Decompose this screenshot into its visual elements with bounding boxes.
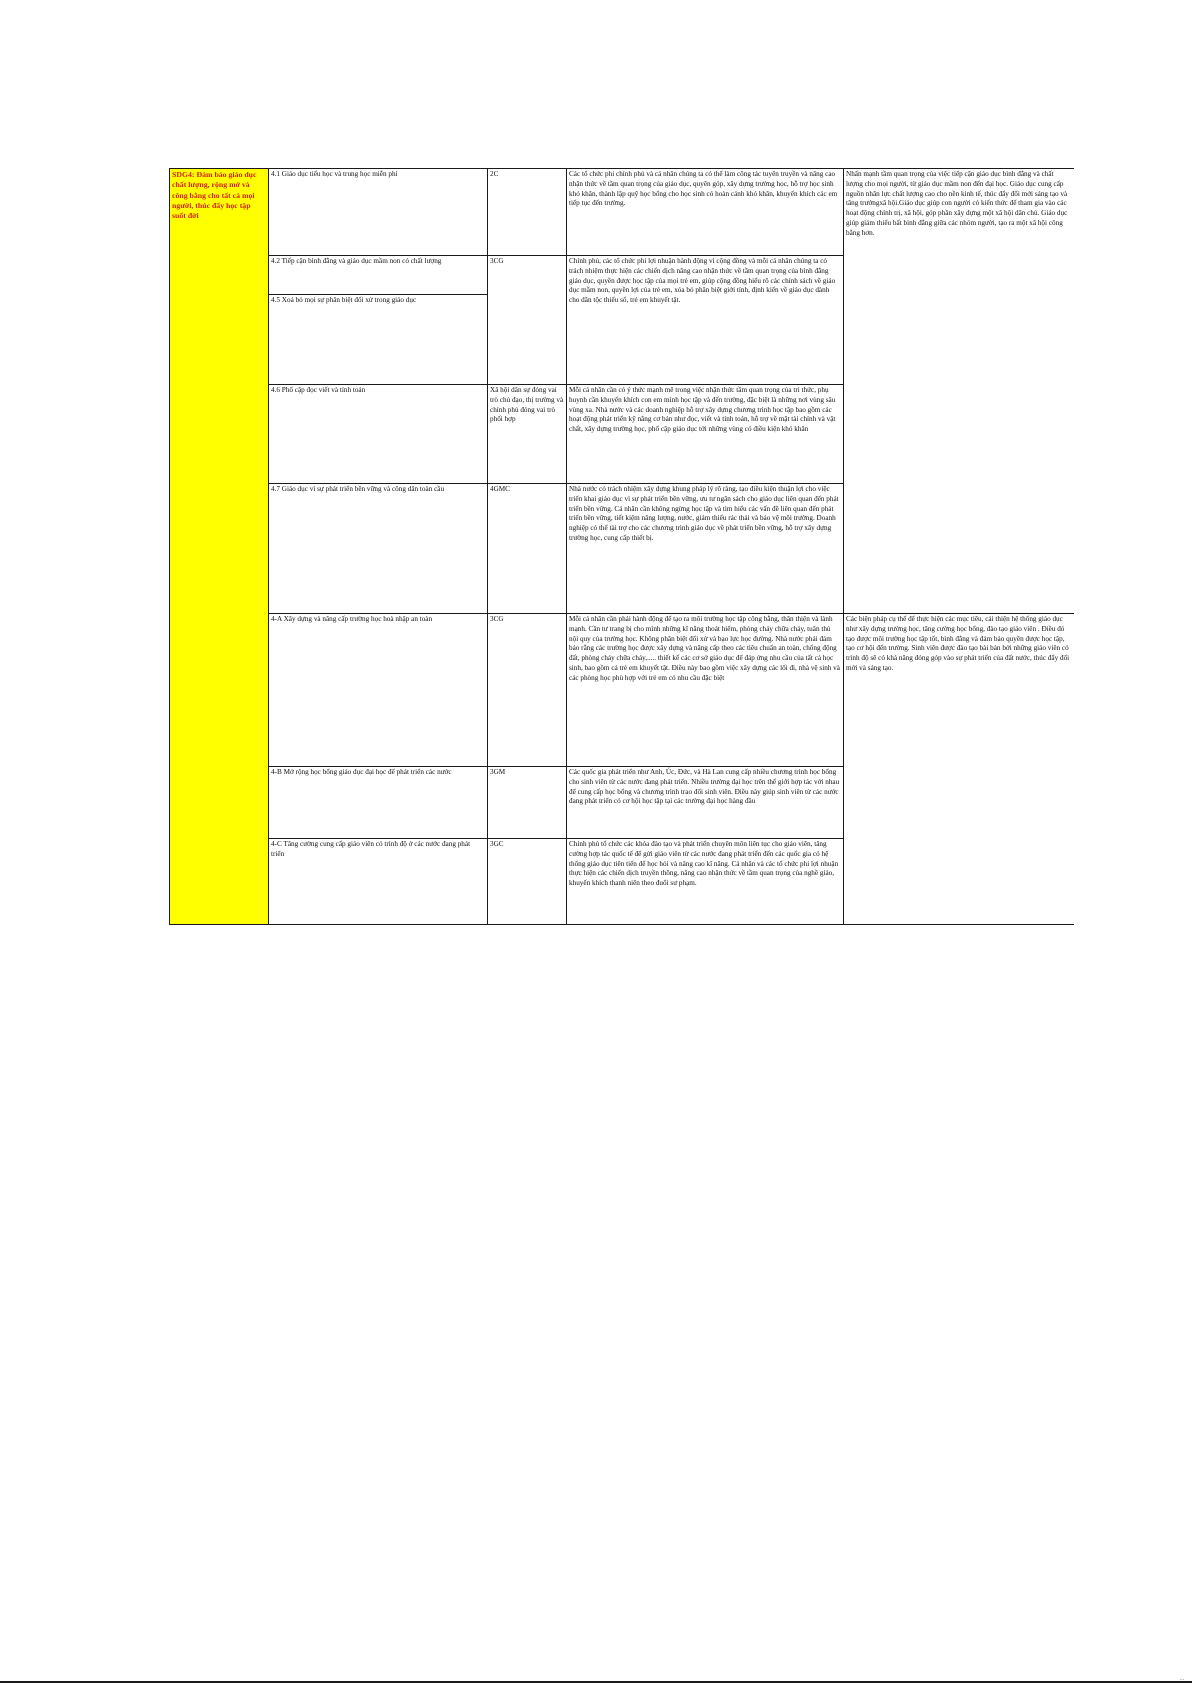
page-footer: ... (1179, 1676, 1184, 1682)
action-cell: Các tổ chức phi chính phủ và cá nhân chúng ta có thể làm công tác tuyên truyền và nâng cao nhận thức về tầm quan trọng của giáo dục, quyên góp, xây dựng trường học, hỗ trợ học sinh khó khăn, thành lập quỹ học bổng cho học sinh có hoàn cảnh khó khăn, khuyến khích các em tiếp tục đến trường. (567, 169, 844, 256)
code-cell: 3CG (488, 256, 567, 385)
code-cell: 3GC (488, 839, 567, 925)
table-row (170, 614, 1074, 767)
code-cell: Xã hội dân sự đóng vai trò chủ đạo, thị trường và chính phủ đóng vai trò phối hợp (488, 385, 567, 484)
impact-cell: Nhấn mạnh tầm quan trọng của việc tiếp cận giáo dục bình đẳng và chất lượng cho mọi người, từ giáo dục mầm non đến đại học. Giáo dục cung cấp nguồn nhân lực chất lượng cao cho nền kinh tế, thúc đẩy đổi mới sáng tạo và tăng trưởngxã hội.Giáo dục giúp con người có kiến thức để tham gia vào các hoạt động chính trị, xã hội, góp phần xây dựng một xã hội dân chủ. Giáo dục giúp giảm thiểu bất bình đẳng giữa các nhóm người, tạo ra một xã hội công bằng hơn. (844, 169, 1074, 614)
action-cell: Chính phủ, các tổ chức phi lợi nhuận hành động vì cộng đồng và mỗi cá nhân chúng ta có trách nhiệm thực hiện các chiến dịch nâng cao nhận thức về tầm quan trọng của bình đẳng giáo dục, quyền được học tập của mọi trẻ em, giúp cộng đồng hiểu rõ các chính sách về giáo dục mầm non, quyền lợi của trẻ em, xóa bỏ phân biệt giới tính, định kiến về giáo dục dành cho dân tộc thiểu số, trẻ em khuyết tật. (567, 256, 844, 385)
target-cell: 4.6 Phổ cập đọc viết và tính toán (269, 385, 488, 484)
sdg4-table (169, 168, 1074, 925)
code-cell: 3GM (488, 767, 567, 839)
goal-cell: SDG4: Đảm bảo giáo dục chất lượng, rộng mở và công bằng cho tất cả mọi người, thúc đẩy học tập suốt đời (170, 169, 269, 925)
target-cell: 4-A Xây dựng và nâng cấp trường học hoà nhập an toàn (269, 614, 488, 767)
page-bottom-rule (0, 1681, 1192, 1683)
target-cell: 4.2 Tiếp cận bình đẳng và giáo dục mầm non có chất lượng (269, 256, 488, 295)
table-row (170, 169, 1074, 256)
impact-cell: Các biện pháp cụ thể để thực hiện các mục tiêu, cải thiện hệ thống giáo dục như xây dựng trường học, tăng cường học bổng, đào tạo giáo viên . Điều đó tạo được môi trường học tập tốt, bình đẳng và đảm bảo quyền được học tập, tạo cơ hội đến trường. Sinh viên được đào tạo bài bản bởi những giáo viên có trình độ sẽ có khả năng đóng góp vào sự phát triển của đất nước, thúc đẩy đổi mới và sáng tạo. (844, 614, 1074, 925)
target-cell: 4-C Tăng cường cung cấp giáo viên có trình độ ở các nước đang phát triển (269, 839, 488, 925)
code-cell: 4GMC (488, 484, 567, 614)
action-cell: Mỗi cá nhân cần có ý thức mạnh mẽ trong việc nhận thức tầm quan trọng của tri thức, phụ huynh cần khuyến khích con em mình học tập và đến trường, đặc biệt là những nơi vùng sâu vùng xa. Nhà nước và các doanh nghiệp hỗ trợ xây dựng chương trình học tập bao gồm các hoạt động phát triển kỹ năng cơ bản như đọc, viết và tính toán, hỗ trợ về mặt tài chính và vật chất, xây dựng trường học, phổ cập giáo dục tới những vùng có điều kiện khó khăn (567, 385, 844, 484)
code-cell: 2C (488, 169, 567, 256)
target-cell: 4.5 Xoá bỏ mọi sự phân biệt đối xử trong giáo dục (269, 295, 488, 385)
target-cell: 4.7 Giáo dục vì sự phát triển bền vững và công dân toàn cầu (269, 484, 488, 614)
code-cell: 3CG (488, 614, 567, 767)
action-cell: Nhà nước có trách nhiệm xây dựng khung pháp lý rõ ràng, tạo điều kiện thuận lợi cho việc triển khai giáo dục vì sự phát triển bền vững, ưu tư ngân sách cho giáo dục liên quan đến phát triển bền vững. Cá nhân cần không ngừng học tập và tìm hiểu các vấn đề liên quan đến phát triển bền vững, tiết kiệm năng lượng, nước, giảm thiểu rác thải và bảo vệ môi trường. Doanh nghiệp có thể tài trợ cho các chương trình giáo dục về phát triển bền vững, hỗ trợ xây dựng trường học, cung cấp thiết bị. (567, 484, 844, 614)
action-cell: Các quốc gia phát triển như Anh, Úc, Đức, và Hà Lan cung cấp nhiều chương trình học bổng cho sinh viên từ các nước đang phát triển. Nhiều trường đại học trên thế giới hợp tác với nhau để cung cấp học bổng và chương trình trao đổi sinh viên. Điều này giúp sinh viên từ các nước đang phát triển có cơ hội học tập tại các trường đại học hàng đầu (567, 767, 844, 839)
action-cell: Mỗi cá nhân cần phải hành động để tạo ra môi trường học tập công bằng, thân thiện và lành mạnh. Cần tư trang bị cho mình những kĩ năng thoát hiểm, phòng cháy chữa cháy, tuân thủ nội quy của trường học. Không phân biệt đối xử và bạo lực học đường. Nhà nước phải đảm bảo rằng các trường học được xây dựng và nâng cấp theo các tiêu chuẩn an toàn, chống động đất, phòng cháy chữa cháy,..... thiết kế các cơ sở giáo dục để đáp ứng nhu cầu của tất cả học sinh, bao gồm cả trẻ em khuyết tật. Điều này bao gồm việc xây dựng các lối đi, nhà vệ sinh và các phòng học phù hợp với trẻ em có nhu cầu đặc biệt (567, 614, 844, 767)
target-cell: 4-B Mở rộng học bổng giáo dục đại học để phát triển các nước (269, 767, 488, 839)
action-cell: Chính phủ tổ chức các khóa đào tạo và phát triển chuyên môn liên tục cho giáo viên, tăng cường hợp tác quốc tế để gửi giáo viên từ các nước đang phát triển đến các quốc gia có hệ thống giáo dục tiên tiến để học hỏi và nâng cao kĩ năng. Cá nhân và các tổ chức phi lợi nhuận thực hiện các chiến dịch truyền thông, nâng cao nhận thức về tầm quan trọng của nghề giáo, khuyến khích thanh niên theo đuổi sư phạm. (567, 839, 844, 925)
target-cell: 4.1 Giáo dục tiểu học và trung học miễn phí (269, 169, 488, 256)
